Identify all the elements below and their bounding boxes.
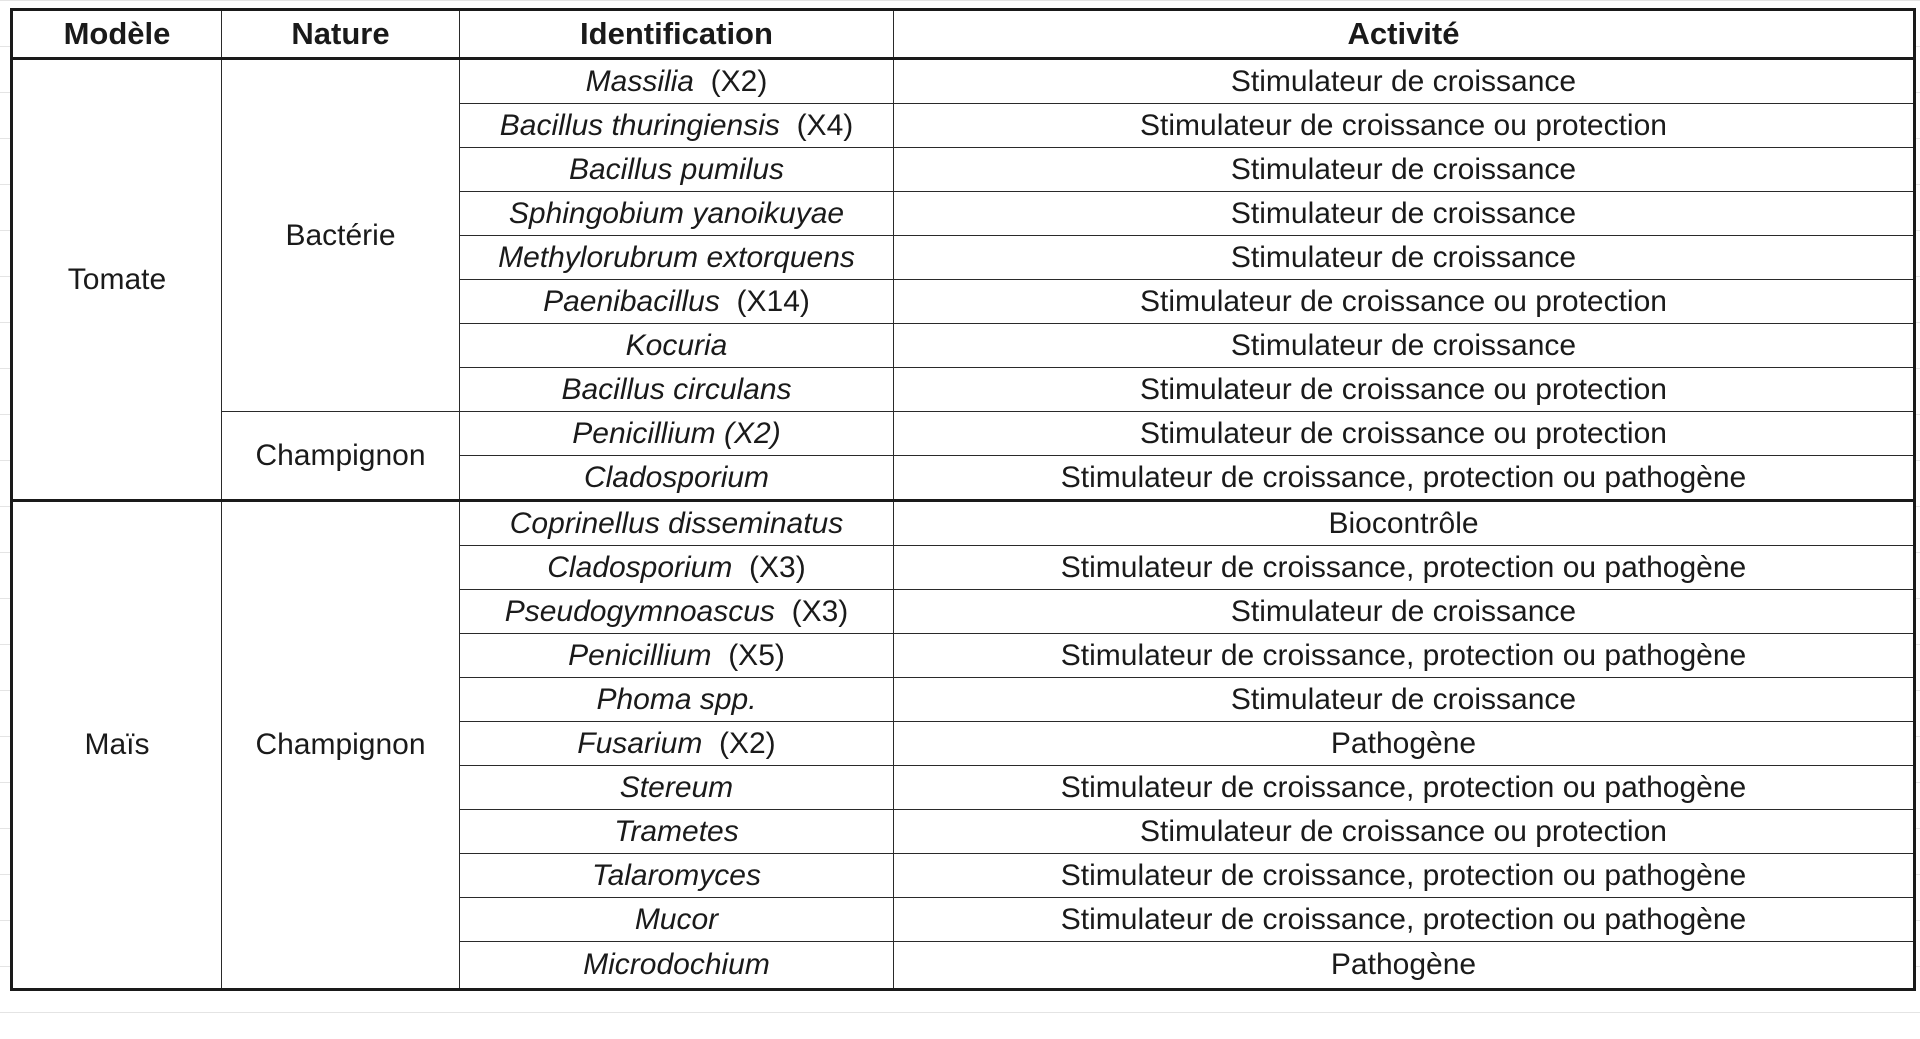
header-row <box>12 10 1915 59</box>
header-modele: Modèle <box>12 10 222 59</box>
species-name: Paenibacillus <box>543 284 720 318</box>
cell-activite: Stimulateur de croissance <box>894 324 1915 368</box>
cell-activite: Stimulateur de croissance ou protection <box>894 280 1915 324</box>
isolate-count: (X5) <box>728 638 785 672</box>
cell-identification <box>460 590 894 634</box>
cell-activite: Stimulateur de croissance ou protection <box>894 104 1915 148</box>
cell-modele: Maïs <box>12 501 222 990</box>
cell-activite: Stimulateur de croissance, protection ou pathogène <box>894 898 1915 942</box>
cell-activite: Stimulateur de croissance, protection ou pathogène <box>894 456 1915 501</box>
isolate-count: (X4) <box>796 108 854 142</box>
species-name: Massilia <box>585 64 694 98</box>
cell-activite: Stimulateur de croissance <box>894 59 1915 104</box>
cell-activite: Stimulateur de croissance ou protection <box>894 368 1915 412</box>
table-row <box>12 501 1915 546</box>
species-name: Bacillus circulans <box>561 372 792 406</box>
species-name: Stereum <box>619 770 734 804</box>
species-name: Methylorubrum extorquens <box>498 240 855 274</box>
species-name: Trametes <box>614 814 739 848</box>
cell-activite: Pathogène <box>894 942 1915 990</box>
cell-identification <box>460 722 894 766</box>
cell-identification <box>460 324 894 368</box>
isolate-count: (X2) <box>710 64 768 98</box>
cell-nature: Bactérie <box>222 59 460 412</box>
species-name: Penicillium (X2) <box>572 416 781 450</box>
cell-activite: Stimulateur de croissance <box>894 148 1915 192</box>
cell-identification <box>460 236 894 280</box>
species-name: Coprinellus disseminatus <box>509 506 844 540</box>
cell-identification <box>460 148 894 192</box>
table-row <box>12 59 1915 104</box>
cell-activite: Stimulateur de croissance ou protection <box>894 412 1915 456</box>
cell-identification <box>460 412 894 456</box>
species-name: Cladosporium <box>547 550 733 584</box>
cell-identification <box>460 104 894 148</box>
species-name: Phoma spp. <box>596 682 757 716</box>
species-name: Pseudogymnoascus <box>504 594 775 628</box>
cell-activite: Stimulateur de croissance, protection ou pathogène <box>894 766 1915 810</box>
table-header <box>12 10 1915 59</box>
cell-activite: Stimulateur de croissance <box>894 192 1915 236</box>
cell-activite: Stimulateur de croissance <box>894 678 1915 722</box>
cell-activite: Stimulateur de croissance, protection ou pathogène <box>894 546 1915 590</box>
cell-nature: Champignon <box>222 412 460 501</box>
cell-identification <box>460 546 894 590</box>
cell-activite: Stimulateur de croissance, protection ou pathogène <box>894 854 1915 898</box>
cell-identification <box>460 678 894 722</box>
cell-identification <box>460 854 894 898</box>
isolate-count: (X3) <box>791 594 849 628</box>
header-identification: Identification <box>460 10 894 59</box>
cell-activite: Stimulateur de croissance <box>894 590 1915 634</box>
isolate-count: (X2) <box>719 726 776 760</box>
species-name: Bacillus thuringiensis <box>499 108 780 142</box>
cell-identification <box>460 942 894 990</box>
species-name: Fusarium <box>577 726 703 760</box>
table-body <box>12 59 1915 990</box>
cell-modele: Tomate <box>12 59 222 501</box>
isolate-count: (X3) <box>749 550 806 584</box>
cell-activite: Stimulateur de croissance, protection ou pathogène <box>894 634 1915 678</box>
cell-activite: Biocontrôle <box>894 501 1915 546</box>
species-name: Kocuria <box>625 328 728 362</box>
cell-activite: Stimulateur de croissance ou protection <box>894 810 1915 854</box>
microorganism-table <box>10 8 1916 991</box>
cell-nature: Champignon <box>222 501 460 990</box>
cell-identification <box>460 192 894 236</box>
cell-identification <box>460 810 894 854</box>
header-nature: Nature <box>222 10 460 59</box>
species-name: Microdochium <box>583 948 770 981</box>
cell-activite: Pathogène <box>894 722 1915 766</box>
cell-identification <box>460 59 894 104</box>
table-row <box>12 412 1915 456</box>
species-name: Talaromyces <box>592 858 761 892</box>
cell-identification <box>460 456 894 501</box>
species-name: Bacillus pumilus <box>568 152 785 186</box>
species-name: Sphingobium yanoikuyae <box>508 196 845 230</box>
cell-identification <box>460 766 894 810</box>
cell-identification <box>460 898 894 942</box>
cell-identification <box>460 280 894 324</box>
cell-identification <box>460 368 894 412</box>
species-name: Cladosporium <box>583 460 770 494</box>
cell-activite: Stimulateur de croissance <box>894 236 1915 280</box>
isolate-count: (X14) <box>736 284 810 318</box>
species-name: Mucor <box>634 902 719 936</box>
header-activite: Activité <box>894 10 1915 59</box>
cell-identification <box>460 501 894 546</box>
cell-identification <box>460 634 894 678</box>
species-name: Penicillium <box>568 638 712 672</box>
